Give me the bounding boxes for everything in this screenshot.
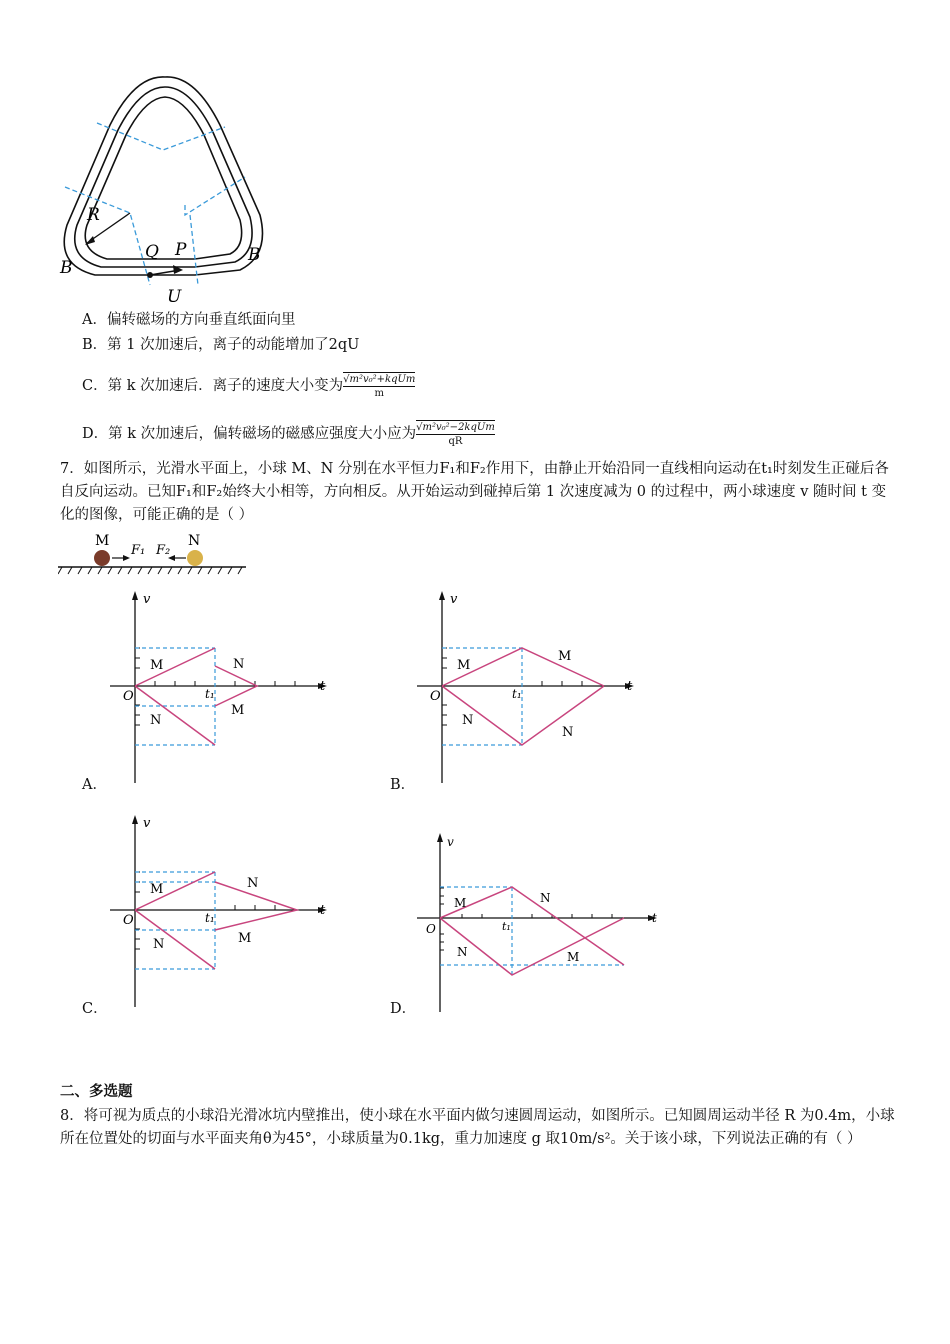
series-label: N [150,713,162,728]
label-B-right: B [248,245,261,265]
graph-c-letter: C． [82,1001,108,1017]
label-Q: Q [145,242,159,262]
option-b: B．第 1 次加速后，离子的动能增加了2qU [82,337,360,353]
label-F1: F₁ [131,543,146,558]
q7-text: 7．如图所示，光滑水平面上，小球 M、N 分别在水平恒力F₁和F₂作用下，由静止开始沿同一直线相向运动在t₁时刻发生正碰后各自反向运动。已知F₁和F₂始终大小相等，方向相反。从开始运动到碰掉后第 1 次速度减为 0 的过程中，两小球速度 v 随时间 t 变化的图像，可能正确的是（ ） [60,461,889,523]
collision-setup-figure [58,533,253,575]
series-label: M [231,703,245,718]
graph-d [412,830,672,1015]
label-M: M [95,533,110,549]
label-N: N [188,533,201,549]
graph-a-letter: A． [82,777,107,793]
graph-b [412,588,642,788]
axis-t-label: t [652,911,657,925]
series-label: N [457,945,468,959]
axis-t-label: t [320,679,326,694]
axis-t-label: t [320,903,326,918]
series-label: M [150,658,164,673]
option-c: C．第 k 次加速后．离子的速度大小变为 $\frac{\text{√m²v₀²+kqUm}}{m}$ [82,374,416,399]
graph-a [105,588,335,788]
label-U: U [167,287,182,305]
origin-label: O [426,922,436,936]
series-label: N [153,937,165,952]
axis-v-label: v [143,816,151,831]
series-label: N [462,713,474,728]
graph-d-letter: D． [390,1001,417,1017]
axis-v-label: v [450,592,458,607]
series-label: N [562,725,574,740]
ball-M [94,550,110,566]
series-label: M [567,950,580,964]
t1-label: t₁ [205,911,215,925]
option-a: A．偏转磁场的方向垂直纸面向里 [82,312,296,328]
origin-label: O [123,913,134,928]
label-P: P [175,240,187,260]
series-label: N [247,876,259,891]
origin-label: O [430,689,441,704]
label-F2: F₂ [156,543,171,558]
ball-N [187,550,203,566]
q8-text: 8．将可视为质点的小球沿光滑冰坑内壁推出，使小球在水平面内做匀速圆周运动，如图所示。已知圆周运动半径 R 为0.4m，小球所在位置处的切面与水平面夹角θ为45°，小球质量为0.1kg，重力加速度 g 取10m/s²。关于该小球，下列说法正确的有（ ） [60,1108,895,1147]
series-label: N [233,657,245,672]
series-label: M [238,931,252,946]
series-label: M [454,896,467,910]
axis-t-label: t [627,679,633,694]
origin-label: O [123,689,134,704]
t1-label: t₁ [512,687,522,701]
t1-label: t₁ [502,920,511,933]
series-label: M [457,658,471,673]
graph-c [105,812,335,1012]
t1-label: t₁ [205,687,215,701]
section-heading: 二、多选题 [60,1083,133,1100]
series-label: N [540,891,551,905]
series-label: M [558,649,572,664]
axis-v-label: v [447,835,454,849]
option-d: D．第 k 次加速后，偏转磁场的磁感应强度大小应为 $\frac{\text{√m²v₀²−2kqUm}}{qR}$ [82,422,495,447]
axis-v-label: v [143,592,151,607]
graph-b-letter: B． [390,777,416,793]
track-figure [55,65,285,305]
label-B-left: B [60,258,73,278]
label-R: R [87,205,100,225]
series-label: M [150,882,164,897]
